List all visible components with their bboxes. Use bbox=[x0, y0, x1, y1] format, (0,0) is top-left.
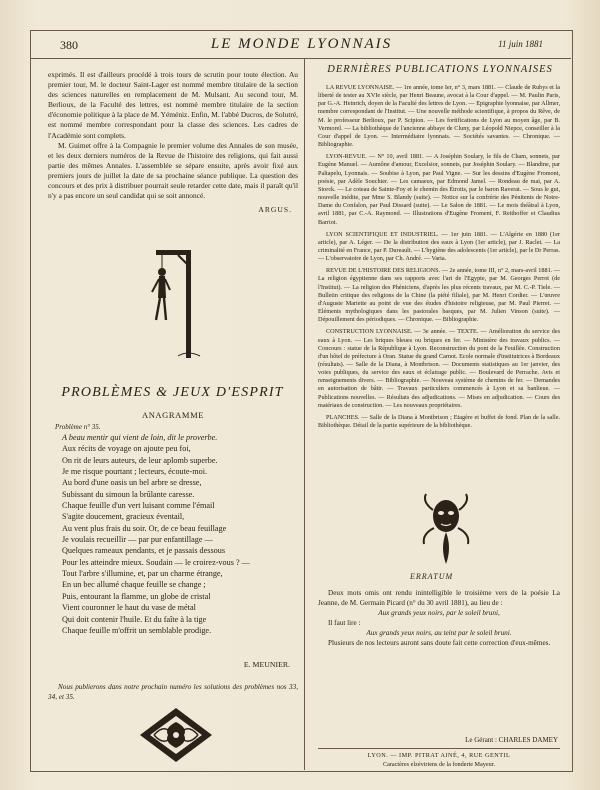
erratum-paragraph: Plusieurs de nos lecteurs auront sans doute fait cette correction d'eux-mêmes. bbox=[328, 639, 551, 647]
page-number: 380 bbox=[60, 38, 78, 52]
erratum-title: ERRATUM bbox=[410, 572, 454, 581]
poem-line: Chaque feuille d'un vert luisant comme l'émail bbox=[62, 501, 215, 511]
publications-list bbox=[318, 84, 560, 434]
poem-line: Subissant du simoun la brûlante caresse. bbox=[62, 489, 195, 499]
erratum-wrong-line: Aux grands yeux noirs, par le soleil bruni, bbox=[378, 609, 500, 617]
poem-line: S'agite doucement, gracieux éventail, bbox=[62, 512, 185, 522]
issue-date: 11 juin 1881 bbox=[498, 39, 543, 49]
poem-line: Aux récits de voyage on ajoute peu foi, bbox=[62, 444, 191, 454]
column-divider bbox=[304, 58, 305, 770]
poem bbox=[62, 432, 298, 636]
header-rule bbox=[30, 58, 571, 59]
left-column bbox=[48, 70, 298, 214]
poem-line: Je voulais recueillir — par pur enfantillage — bbox=[62, 535, 213, 545]
poem-line: Au bord d'une oasis un bel arbre se dresse, bbox=[62, 478, 202, 488]
floral-ornament bbox=[138, 706, 214, 764]
poem-line: Pour les atteindre mieux. Soudain — le croirez-vous ? — bbox=[62, 557, 250, 567]
article-signature: ARGUS. bbox=[258, 205, 292, 215]
poem-line: On rit de leurs auteurs, de leur aplomb superbe. bbox=[62, 455, 218, 465]
article-paragraph: exprimés. Il est d'ailleurs procédé à trois tours de scrutin pour toute élection. Au premier tour, M. le docteur Saint-Lager est nommé membre titulaire de la section des sciences naturelles en remplacement de M. Mulsant. Au second tour, M. Berlioux, de la Faculté des lettres, est nommé membre titulaire de la section d'économie politique à la place de M. Yéméniz. Enfin, M. l'abbé Ducros, de Solutré, est nommé membre correspondant pour la classe des sciences. Les cadres de l'Académie sont complets. bbox=[48, 70, 298, 140]
publications-title: DERNIÈRES PUBLICATIONS LYONNAISES bbox=[327, 64, 553, 75]
gallows-illustration bbox=[148, 246, 208, 361]
poem-line: Qui doit contenir l'huile. Et du faîte à la tige bbox=[62, 614, 207, 624]
publication-entry: LYON SCIENTIFIQUE ET INDUSTRIEL. — 1er juin 1881. — L'Algérie en 1880 (1er article), par A. Léger. — De la distribution des eaux à Lyon (1er article), par J. Raclet. — La criminalité en France, par P. Dureault. — L'hygiène des adolescents (1er article), par le Dr Perras. — L'observatoire de Lyon, par Ch. André. — Varia. bbox=[318, 230, 560, 263]
poem-line: Tout l'arbre s'illumine, et, par un charme étrange, bbox=[62, 569, 223, 579]
poem-line: Chaque feuille m'offrit un semblable prodige. bbox=[62, 625, 212, 635]
article-paragraph: M. Guimet offre à la Compagnie le premier volume des Annales de son musée, et les deux derniers numéros de la Revue de l'histoire des religions, qui fait aussi partie des mêmes Annales. L'assemblée se sépare ensuite, après avoir fixé aux premiers jours de juillet la date de sa prochaine séance publique. La question des concours et des prix à distribuer pourrait seule retarder cette date, mais il paraît qu'il n'y a pas encore un seul candidat qui se soit annoncé. bbox=[48, 140, 298, 201]
page-header bbox=[38, 36, 565, 58]
poem-line: Puis, entourant la flamme, un globe de cristal bbox=[62, 591, 211, 601]
anagram-heading: ANAGRAMME bbox=[141, 410, 205, 420]
footer-rule bbox=[318, 748, 560, 749]
gerant-line: Le Gérant : CHARLES DAMEY bbox=[465, 736, 558, 744]
poem-line: En un bec allumé chaque feuille se change ; bbox=[62, 580, 206, 590]
erratum-paragraph: Deux mots omis ont rendu inintelligible le troisième vers de la poésie La Jeanne, de M. Germain Picard (n° du 30 avril 1881), au lieu de : bbox=[318, 589, 560, 607]
publication-entry: PLANCHES. — Salle de la Diana à Montbrison ; Etagère et buffet de fond. Plan de la salle. Bibliothèque. Détail de la partie supérieure de la bibliothèque. bbox=[318, 413, 560, 430]
poem-line: Au vent plus frais du soir. Or, de ce beau feuillage bbox=[62, 523, 227, 533]
mask-ornament bbox=[420, 492, 472, 566]
poem-line: Quelques rameaux pendants, et je passais dessous bbox=[62, 546, 226, 556]
publication-entry: REVUE DE L'HISTOIRE DES RELIGIONS. — 2e année, tome III, n° 2, mars-avril 1881. — La religion égyptienne dans ses rapports avec l'art de l'Egypte, par M. Georges Perrot (de l'Institut). — La religion des Phéniciens, d'après les plus récents travaux, par M. C.-P. Tiele. — Bulletin critique des religions de la Chine (la piété filiale), par M. Henri Cordier. — L'œuvre d'Auguste Mariette au point de vue des études d'histoire religieuse, par M. Paul Pierret. — Eléments mythologiques dans les pastorales basques, par M. Julien Vinson (suite). — Dépouillement des périodiques. — Chronique. — Bibliographie. bbox=[318, 267, 560, 324]
problems-section-title: PROBLÈMES & JEUX D'ESPRIT bbox=[61, 385, 284, 400]
foundry-line: Caractères elzéviriens de la fonderie Mayeur. bbox=[382, 761, 495, 768]
journal-title: LE MONDE LYONNAIS bbox=[210, 36, 393, 52]
poem-line: Vient couronner le haut du vase de métal bbox=[62, 603, 196, 613]
publication-entry: LYON-REVUE. — N° 10, avril 1881. — A Joséphin Soulary, le fils de Cham, sonnets, par Eugène Manuel. — Aumône d'amour, Excelsior, sonnets, par Joséphin Soulary. — Blandine, par Paltapelu, Lyonnais. — Soubise à Lyon, par Paul Vigne. — Sur les dessins d'Eugène Fromont, poésie, par Adèle Souchier. — Les camaeux, par Edmond Jamel. — Rondeau de mai, par A. Storck. — Le coteau de Sainte-Foy et le chemin des Étroits, par le baron Raverat. — Sous le gui, nouvelle inédite, par Mme S. Blandy (suite). — Notice sur la confrérie des Pénitents de Notre-Dame du Confalon, par Paul Dissard (suite). — Le Salon de 1881. — Le mois théâtral à Lyon, avril 1881, par C.-A. Raymond. — Illustrations d'Eugène Froment, F. Reithoffer et Claudius Barriot. bbox=[318, 153, 560, 226]
poem-author: E. MEUNIER. bbox=[243, 660, 290, 669]
solutions-note: Nous publierons dans notre prochain numéro les solutions des problèmes nos 33, 34, et 35. bbox=[48, 683, 298, 701]
publication-entry: CONSTRUCTION LYONNAISE. — 3e année. — TEXTE. — Amélioration du service des eaux à Lyon. — Les briques bleues ou briques en fer. — Ministère des travaux publics. — Concours : statue de la République à Lyon. Reconstruction du pont de la Feuillée. Construction d'un hôtel de préfecture à Oran. Statue du grand Carnot. Ecole normale d'institutrices à Bordeaux (résultats). — Salle de la Diana, à Montbrison. — Documents statistiques au 1er janvier, des voies publiques, du service des eaux et éclairage public. — Boulevard de Perrache. Avis et renseignements divers. — Bibliographie. — Nouveau système de chemins de fer. — Demandes en autorisation de bâtir. — Travaux particuliers commencés à Lyon et sa banlieue. — Publications nouvelles. — Résultats des adjudications. — Mises en adjudication. — Cours des matériaux de construction. — Les nouveaux propriétaires. bbox=[318, 328, 560, 409]
printer-line: LYON. — IMP. PITRAT AINÉ, 4, RUE GENTIL bbox=[367, 752, 511, 759]
poem-line: A beau mentir qui vient de loin, dit le proverbe. bbox=[62, 433, 218, 442]
problem-number: Problème n° 35. bbox=[55, 423, 101, 431]
poem-line: Je me risque pourtant ; lecteurs, écoute-moi. bbox=[62, 467, 208, 477]
erratum-should-read: Il faut lire : bbox=[328, 619, 361, 627]
erratum-correct-line: Aux grands yeux noirs, au teint par le soleil bruni. bbox=[366, 629, 512, 637]
erratum-section bbox=[318, 588, 560, 648]
publication-entry: LA REVUE LYONNAISE. — 1re année, tome Ier, n° 3, mars 1881. — Claude de Rubys et la liberté de tester au XVIe siècle, par Henri Beaune, avocat à la Cour d'appel. — M. Paulin Paris, par G.-A. Heinrich, doyen de la Faculté des lettres de Lyon. — Epigraphie lyonnaise, par Allmer, membre correspondant de l'Institut. — Une nouvelle méthode scientifique, à propos du Rêve, de M. le professeur Berlioux, par P. Scipion. — Les fortifications de Lyon au moyen âge, par B. Vermorel. — La bibliothèque de l'ancienne abbaye de Cluny, par Léopold Niepce, conseiller à la Cour d'appel de Lyon. — Intermédiaire lyonnais. — Sociétés savantes. — Chronique. — Bibliographie. bbox=[318, 84, 560, 149]
